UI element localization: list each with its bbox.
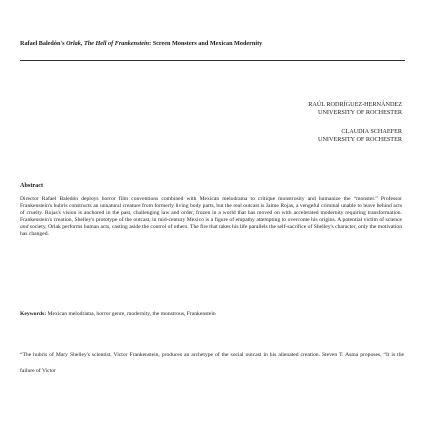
author-affiliation: UNIVERSITY OF ROCHESTER: [318, 135, 402, 143]
author-name: RAÚL RODRÍGUEZ-HERNÁNDEZ: [308, 101, 402, 108]
author-block: [182, 101, 402, 143]
abstract-text: [20, 196, 402, 238]
keywords-text: Mexican melodrama, horror genre, modernity, the monstrous, Frankenstein: [46, 311, 216, 317]
author-1: [182, 101, 402, 116]
header-rule: [20, 60, 405, 61]
abstract-heading: Abstract: [20, 182, 44, 189]
running-head-prefix: Rafael Baledón's: [20, 40, 67, 47]
abstract-text-part-1: Director Rafael Baledón deploys horror film conventions combined with Mexican melodrama to critique monstrosity and humanize the “monster.” Professor Frankenstein's hubris constructs an unnatural creature from formerly living body parts, but the real outcast is Jaime Rojas, a vengeful criminal unable to leave behind acts of cruelty. Rojas's vision is anchored in the past, challenging law and order, frozen in a world that has moved on with accelerated modernity requiring transformation. Frankenstein's creation, Shelley's prototype of the outcast, in mid-century Mexico is a figure of empathy attempting to overcome his origins. A potential victim of science: [20, 196, 402, 224]
running-head: [20, 40, 400, 49]
abstract-text-part-2: society, Orlak performs human acts, casting aside the control of others. The fire that takes his life parallels the self-sacrifice of Shelley's character, only the motivation has changed.: [20, 224, 402, 238]
author-affiliation: UNIVERSITY OF ROCHESTER: [318, 108, 402, 116]
running-head-suffix: : Screen Monsters and Mexican Modernity: [149, 40, 263, 47]
keywords-line: [20, 311, 402, 318]
author-name: CLAUDIA SCHAEFER: [341, 128, 402, 136]
keywords-label: Keywords:: [20, 311, 47, 317]
author-2: [182, 128, 402, 143]
body-paragraph: “The hubris of Mary Shelley's scientist, Victor Frankenstein, produces an archetype of the social outcast in his alienated creation. Steven T. Asma proposes, “It is the failure of Victor: [20, 352, 404, 374]
running-head-film-title: Orlak, The Hell of Frankenstein: [66, 40, 150, 47]
abstract-italic-word: and: [20, 224, 29, 231]
